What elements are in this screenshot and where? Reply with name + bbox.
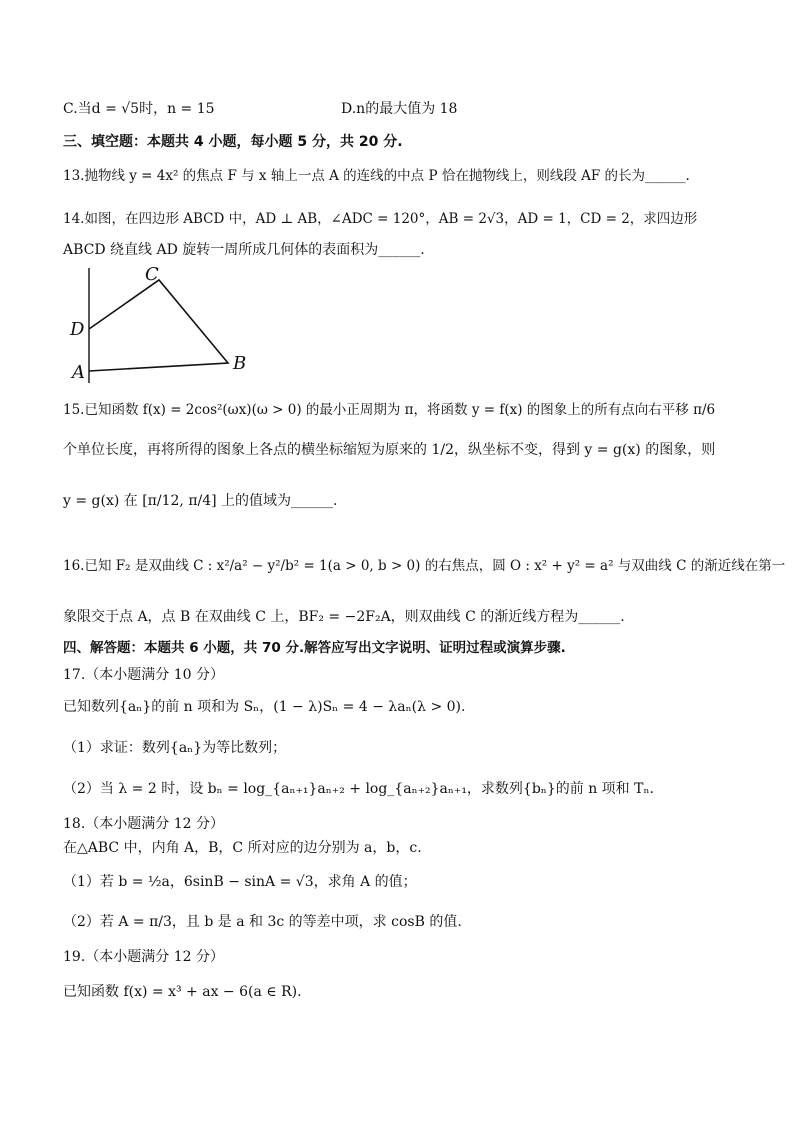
question-15-line-2: 个单位长度，再将所得的图象上各点的横坐标缩短为原来的 1/2，纵坐标不变，得到 y = g(x) 的图象，则 bbox=[63, 442, 716, 458]
quadrilateral-figure bbox=[63, 263, 273, 388]
question-19-header: 19.（本小题满分 12 分） bbox=[63, 949, 224, 965]
question-18-part-1: （1）若 b = ½a，6sinB − sinA = √3，求角 A 的值； bbox=[63, 874, 417, 890]
question-16-line-1: 16.已知 F₂ 是双曲线 C : x²/a² − y²/b² = 1(a > 0, b > 0) 的右焦点，圆 O : x² + y² = a² 与双曲线 C 的渐近线在第一 bbox=[63, 558, 786, 574]
question-16-line-2: 象限交于点 A，点 B 在双曲线 C 上，BF₂ = −2F₂A，则双曲线 C 的渐近线方程为______. bbox=[63, 609, 625, 625]
question-18-header: 18.（本小题满分 12 分） bbox=[63, 816, 224, 832]
question-17-part-2: （2）当 λ = 2 时，设 bₙ = log_{aₙ₊₁}aₙ₊₂ + log_{aₙ₊₂}aₙ₊₁，求数列{bₙ}的前 n 项和 Tₙ. bbox=[63, 781, 654, 797]
option-d: D.n的最大值为 18 bbox=[341, 101, 458, 117]
question-19-stem: 已知函数 f(x) = x³ + ax − 6(a ∈ R). bbox=[63, 984, 302, 1000]
label-d: D bbox=[70, 319, 85, 340]
question-15-line-1: 15.已知函数 f(x) = 2cos²(ωx)(ω > 0) 的最小正周期为 π，将函数 y = f(x) 的图象上的所有点向右平移 π/6 bbox=[63, 402, 716, 418]
question-18-part-2: （2）若 A = π/3，且 b 是 a 和 3c 的等差中项，求 cosB 的值. bbox=[63, 914, 462, 930]
section4-heading: 四、解答题：本题共 6 小题，共 70 分.解答应写出文字说明、证明过程或演算步骤. bbox=[63, 640, 566, 656]
label-b: B bbox=[233, 353, 247, 374]
question-17-stem: 已知数列{aₙ}的前 n 项和为 Sₙ，(1 − λ)Sₙ = 4 − λaₙ(λ > 0). bbox=[63, 699, 466, 715]
label-a: A bbox=[72, 362, 85, 383]
question-14-line-2: ABCD 绕直线 AD 旋转一周所成几何体的表面积为______. bbox=[63, 242, 425, 258]
question-15-line-3: y = g(x) 在 [π/12, π/4] 上的值域为______. bbox=[63, 493, 338, 509]
question-17-header: 17.（本小题满分 10 分） bbox=[63, 667, 224, 683]
option-c: C.当d = √5时，n = 15 bbox=[63, 101, 215, 117]
section3-heading: 三、填空题：本题共 4 小题，每小题 5 分，共 20 分. bbox=[63, 134, 403, 150]
label-c: C bbox=[145, 264, 159, 285]
question-17-part-1: （1）求证：数列{aₙ}为等比数列； bbox=[63, 740, 287, 756]
quadrilateral-outline bbox=[89, 280, 228, 371]
question-14-line-1: 14.如图，在四边形 ABCD 中，AD ⊥ AB，∠ADC = 120°，AB = 2√3，AD = 1，CD = 2，求四边形 bbox=[63, 211, 698, 227]
question-18-stem: 在△ABC 中，内角 A，B，C 所对应的边分别为 a，b，c. bbox=[63, 840, 422, 856]
question-13: 13.抛物线 y = 4x² 的焦点 F 与 x 轴上一点 A 的连线的中点 P 恰在抛物线上，则线段 AF 的长为______. bbox=[63, 168, 690, 184]
